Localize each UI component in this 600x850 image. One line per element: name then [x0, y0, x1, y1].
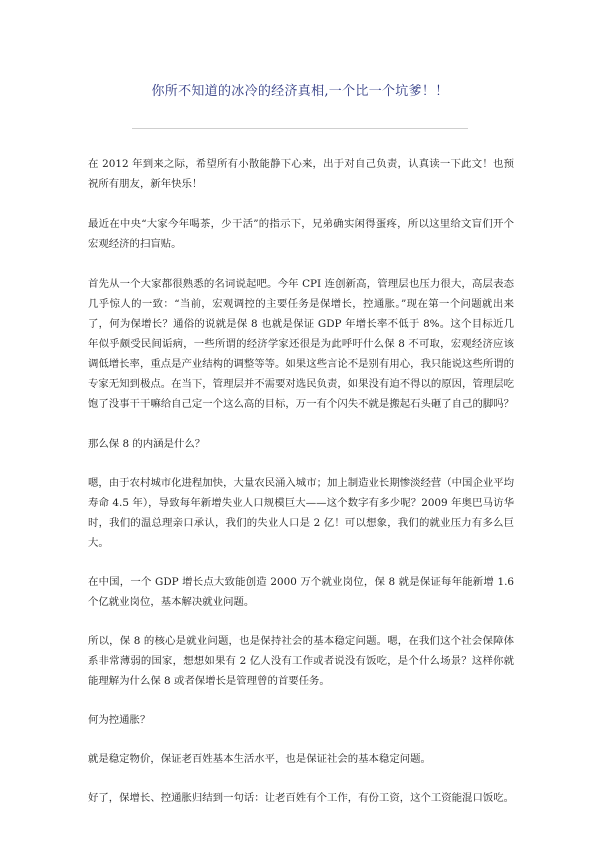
title-divider [132, 128, 468, 129]
paragraph: 首先从一个大家都很熟悉的名词说起吧。今年 CPI 连创新高，管理层也压力很大，高层表态几乎惊人的一致：“当前，宏观调控的主要任务是保增长，控通胀。”现在第一个问题就出来了，何为保增长？通俗的说就是保 8 也就是保证 GDP 年增长率不低于 8%。这个目标近几年似乎颇受民间诟病，一些所谓的经济学家还很是为此呼吁什么保 8 不可取，宏观经济应该调低增长率，重点是产业结构的调整等等。如果这些言论不是别有用心，我只能说这些所谓的专家无知到极点。在当下，管理层并不需要对选民负责，如果没有迫不得以的原因，管理层吃饱了没事干干嘛给自己定一个这么高的目标，万一有个闪失不就是搬起石头砸了自己的脚吗？ [88, 278, 515, 410]
paragraph: 在 2012 年到来之际，希望所有小散能静下心来，出于对自己负责，认真读一下此文！也预祝所有朋友，新年快乐！ [88, 158, 514, 190]
paragraph: 在中国，一个 GDP 增长点大致能创造 2000 万个就业岗位，保 8 就是保证每年能新增 1.6 个亿就业岗位，基本解决就业问题。 [88, 576, 514, 608]
paragraph: 那么保 8 的内涵是什么？ [88, 438, 206, 450]
paragraph: 好了，保增长、控通胀归结到一句话：让老百姓有个工作，有份工资，这个工资能混口饭吃。 [88, 792, 515, 804]
paragraph: 就是稳定物价，保证老百姓基本生活水平，也是保证社会的基本稳定问题。 [88, 753, 431, 765]
paragraph: 何为控通胀？ [88, 714, 151, 726]
paragraph: 所以，保 8 的核心是就业问题，也是保持社会的基本稳定问题。嗯，在我们这个社会保障体系非常薄弱的国家，想想如果有 2 亿人没有工作或者说没有饭吃，是个什么场景？这样你就能理解为什么保 8 或者保增长是管理曾的首要任务。 [88, 635, 514, 687]
paragraph: 最近在中央“大家今年喝茶，少干活”的指示下，兄弟确实闲得蛋疼，所以这里给文盲们开个宏观经济的扫盲贴。 [88, 218, 514, 250]
paragraph: 嗯，由于农村城市化进程加快，大量农民涌入城市；加上制造业长期惨淡经营（中国企业平均寿命 4.5 年），导致每年新增失业人口规模巨大——这个数字有多少呢？2009 年奥巴马访华时，我们的温总理亲口承认，我们的失业人口是 2 亿！可以想象，我们的就业压力有多么巨大。 [88, 477, 515, 549]
article-body [88, 154, 514, 808]
article-title: 你所不知道的冰冷的经济真相,一个比一个坑爹！！ [151, 84, 449, 99]
